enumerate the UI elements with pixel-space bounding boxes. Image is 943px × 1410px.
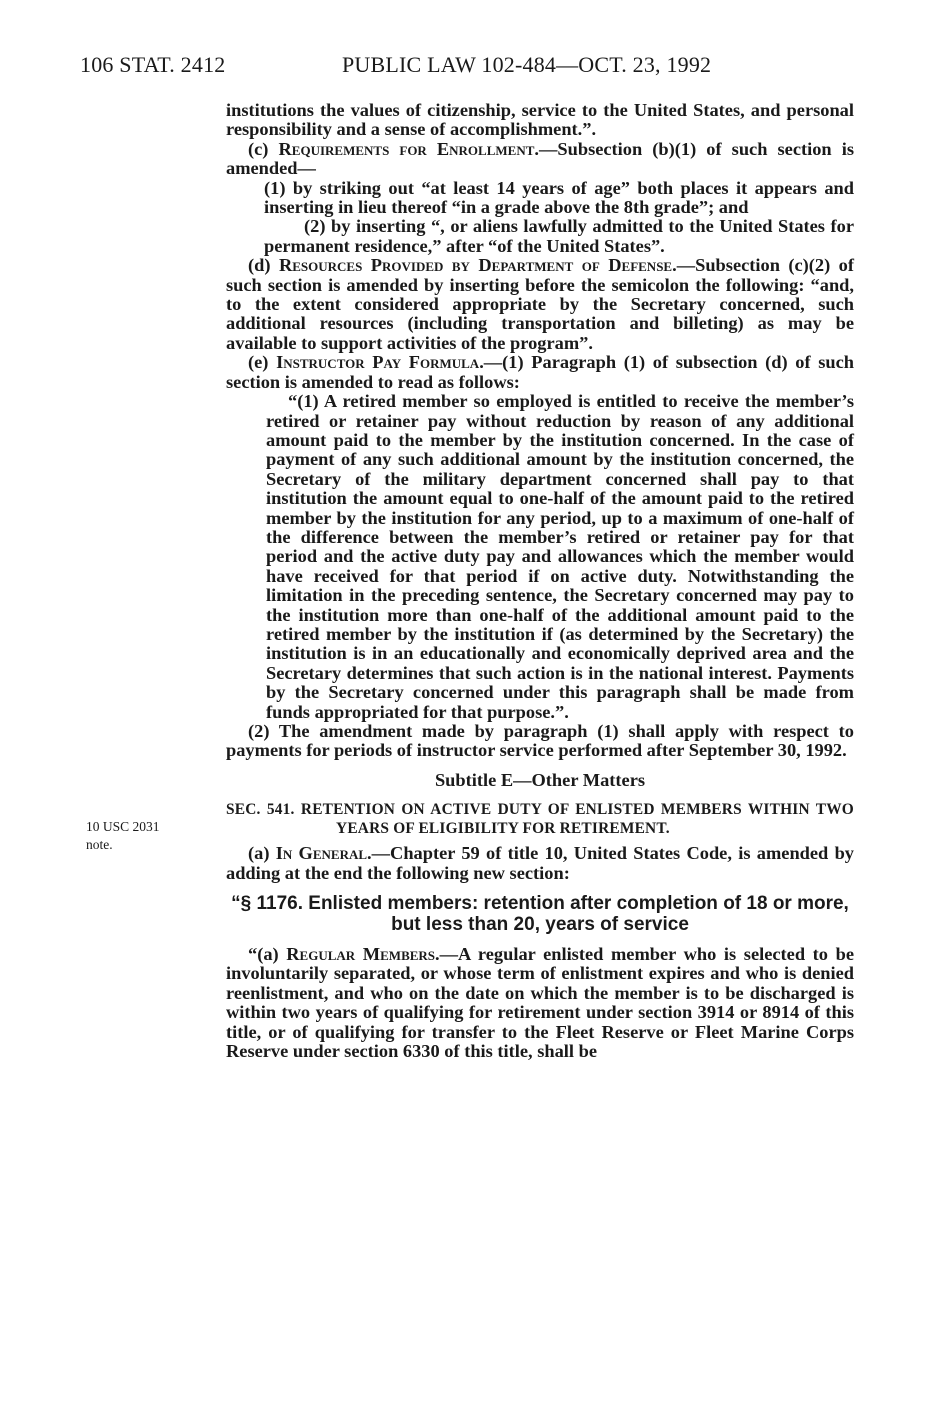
subsection-d-text: .—Subsection (c)(2) of such section is amended by inserting before the semicolon the following: “and, to the extent considered appropriate by the Secretary concerned, such additional resources (including transportation and billeting) as may be available to support activities of the program”. [226,255,855,353]
margin-note [86,818,206,854]
subsection-e-heading: Instructor Pay Formula [276,352,480,373]
regular-members-heading: Regular Members [286,944,436,965]
page-reference: 106 STAT. 2412 [80,52,226,77]
section-heading [226,800,854,838]
section-number: SEC. 541. [226,801,295,819]
new-section-heading: “§ 1176. Enlisted members: retention after completion of 18 or more, but less than 20, years of service [231,893,849,936]
margin-note-citation: 10 USC 2031 [86,819,160,834]
subsection-e-text: .—(1) Paragraph (1) of subsection (d) of such section is amended to read as follows: [226,352,855,392]
subsection-d [226,256,854,353]
paragraph-e2: (2) The amendment made by paragraph (1) shall apply with respect to payments for periods of instructor service performed after September 30, 1992. [226,721,854,761]
paragraph-c1 [226,179,854,218]
paragraph-c2-text: (2) by inserting “, or aliens lawfully admitted to the United States for permanent residence,” after “of the United States”. [264,216,854,256]
body-text [226,101,854,1061]
margin-note-suffix: note. [86,837,113,852]
regular-members-paragraph [226,945,854,1061]
subsection-c-heading: Requirements for Enrollment [278,138,535,159]
section-title: RETENTION ON ACTIVE DUTY OF ENLISTED MEMBERS WITHIN TWO YEARS OF ELIGIBILITY FOR RETIREMENT. [300,801,854,838]
subsection-c [226,140,854,179]
subsection-e [226,353,854,392]
subsection-a-heading: In General [275,843,368,864]
subsection-e-label: (e) [248,352,269,373]
subsection-c-label: (c) [248,138,269,159]
subtitle-heading: Subtitle E—Other Matters [434,769,646,790]
subsection-d-label: (d) [248,255,271,276]
subsection-c-text: .—Subsection (b)(1) of such section is amended— [226,138,854,179]
law-reference: PUBLIC LAW 102-484—OCT. 23, 1992 [342,52,712,77]
subsection-a [226,844,854,883]
paragraph-c2 [226,217,854,256]
paragraph-continuation: institutions the values of citizenship, service to the United States, and personal responsibility and a sense of accomplishment.”. [226,100,854,140]
subsection-a-label: (a) [248,843,270,864]
regular-members-label: “(a) [248,944,279,965]
subsection-a-text: .—Chapter 59 of title 10, United States Code, is amended by adding at the end the following new section: [226,843,854,883]
quoted-paragraph: “(1) A retired member so employed is entitled to receive the member’s retired or retainer pay without reduction by reason of any additional amount paid to the member by the institution concerned. In the case of payment of any such additional amount by the institution concerned, the Secretary of the military department concerned shall pay to that institution the amount equal to one-half of the amount paid to the retired member by the institution for any period, up to a maximum of one-half of the difference between the member’s retired or retainer pay for that period and the active duty pay and allowances which the member would have received for that period if on active duty. Notwithstanding the limitation in the preceding sentence, the Secretary concerned may pay to the institution more than one-half of the additional amount paid to the retired member by the institution if (as determined by the Secretary) the institution is in an educationally and economically deprived area and the Secretary determines that such action is in the national interest. Payments by the Secretary concerned under this paragraph shall be made from funds appropriated for that purpose.”. [266,391,854,722]
regular-members-text: .—A regular enlisted member who is selected to be involuntarily separated, or whose term of enlistment expires and who is denied reenlistment, and who on the date on which the member is to be discharged is within two years of qualifying for retirement under section 3914 or 8914 of this title, or of qualifying for transfer to the Fleet Reserve or Fleet Marine Corps Reserve under section 6330 of this title, shall be [226,944,855,1062]
paragraph-c1-text: (1) by striking out “at least 14 years of age” both places it appears and inserting in lieu thereof “in a grade above the 8th grade”; and [264,177,854,218]
subsection-d-heading: Resources Provided by Department of Defense [278,255,673,276]
